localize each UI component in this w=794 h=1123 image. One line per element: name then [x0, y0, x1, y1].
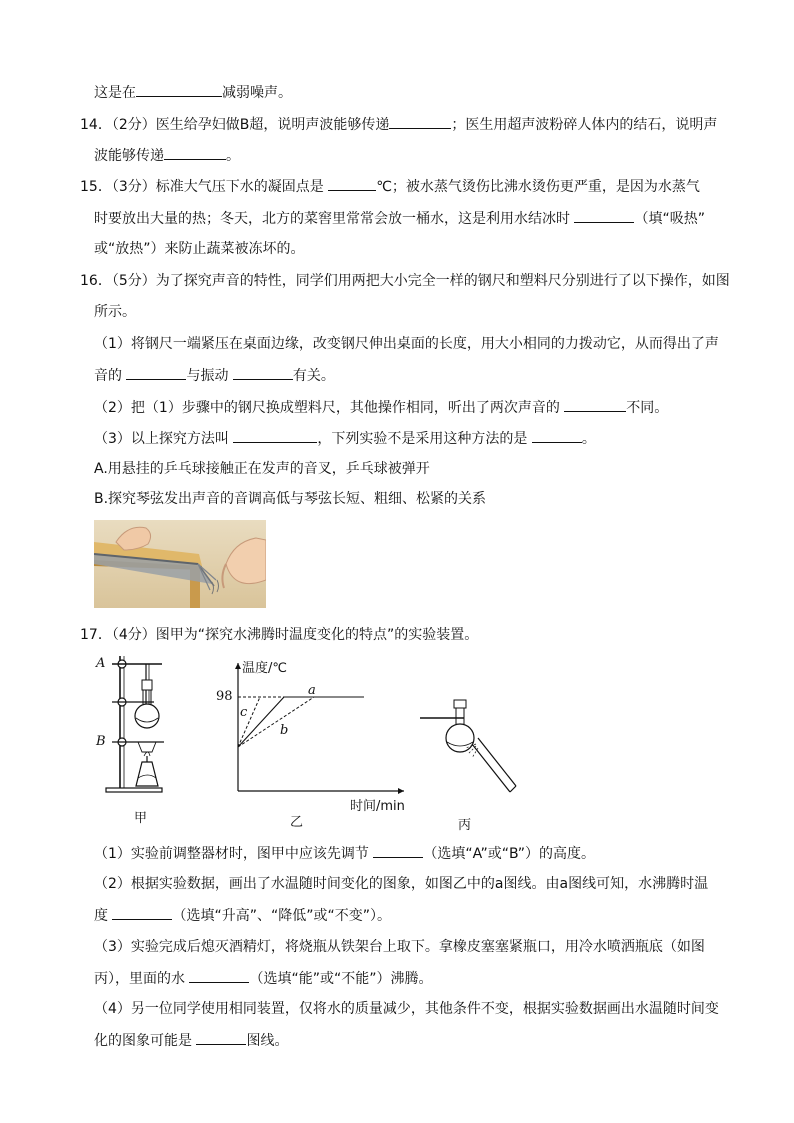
q16-text: 与振动 [186, 368, 233, 384]
q16-blank-4[interactable] [233, 428, 317, 443]
q15-line-2 [94, 208, 705, 229]
figure-bing [420, 690, 520, 832]
figure-jia [94, 652, 164, 827]
q17-text: （3）实验完成后熄灭酒精灯，将烧瓶从铁架台上取下。拿橡皮塞塞紧瓶口，用冷水喷洒瓶底（如图 [94, 939, 705, 955]
q17-sub-4a [94, 999, 719, 1019]
question-score: （2分） [111, 117, 156, 133]
q13-text: 这是在 [94, 85, 136, 101]
q17-text: 图甲为“探究水沸腾时温度变化的特点”的实验装置。 [155, 627, 479, 643]
q14-line-2 [94, 145, 240, 166]
line-c-label: c [240, 705, 248, 720]
figure-yi [214, 655, 414, 830]
label-a: A [96, 656, 106, 671]
q17-text: （4）另一位同学使用相同装置，仅将水的质量减少，其他条件不变，根据实验数据画出水温随时间变 [94, 1001, 719, 1017]
q17-sub-4b [94, 1030, 288, 1051]
q17-text: 丙），里面的水 [94, 971, 190, 987]
q16-line-3 [94, 334, 719, 354]
q16-option-b [94, 489, 486, 509]
q17-blank-3[interactable] [189, 968, 249, 983]
q16-text: 。 [581, 431, 596, 447]
q17-text: （选填“升高”、“降低”或“不变”）。 [172, 908, 391, 924]
q17-blank-2[interactable] [112, 905, 172, 920]
q16-blank-2[interactable] [233, 365, 293, 380]
q17-text: （2）根据实验数据，画出了水温随时间变化的图象，如图乙中的a图线。由a图线可知，水沸腾时温 [94, 876, 709, 892]
q15-text: （填“吸热” [634, 211, 705, 227]
q16-line-4 [94, 365, 335, 386]
q16-blank-3[interactable] [564, 397, 626, 412]
caption-bing: 丙 [458, 818, 472, 833]
q16-option-a [94, 459, 430, 479]
q15-text: ℃；被水蒸气烫伤比沸水烫伤更严重，是因为水蒸气 [376, 179, 700, 195]
question-number: 15． [80, 179, 112, 195]
q17-text: 度 [94, 908, 113, 924]
label-b: B [96, 734, 106, 749]
q16-blank-5[interactable] [532, 428, 582, 443]
q14-line-1 [80, 114, 717, 135]
q16-option-b-text: B.探究琴弦发出声音的音调高低与琴弦长短、粗细、松紧的关系 [94, 491, 487, 507]
q17-text: （选填“能”或“不能”）沸腾。 [249, 971, 433, 987]
q13-text-end: 减弱噪声。 [222, 85, 292, 101]
q16-line-1 [80, 271, 730, 291]
q16-text: （3）以上探究方法叫 [94, 431, 234, 447]
question-score: （5分） [111, 273, 156, 289]
q14-text: 。 [226, 148, 240, 164]
caption-yi: 乙 [290, 815, 304, 830]
q17-blank-1[interactable] [373, 843, 423, 858]
ruler-experiment-photo [94, 520, 266, 608]
q16-text: 不同。 [626, 400, 669, 416]
q16-text: 有关。 [292, 368, 335, 384]
x-axis-label: 时间/min [350, 799, 405, 814]
q16-line-6 [94, 428, 596, 449]
q16-option-a-text: A.用悬挂的乒乓球接触正在发声的音叉，乒乓球被弹开 [94, 461, 430, 477]
q14-blank-1[interactable] [389, 114, 451, 129]
q16-text: 所示。 [94, 304, 136, 320]
tick-label-98: 98 [216, 689, 233, 704]
q16-line-2 [94, 302, 136, 322]
question-score: （4分） [111, 627, 156, 643]
question-number: 14． [80, 117, 112, 133]
flask-spray-diagram [420, 690, 520, 800]
q14-blank-2[interactable] [164, 145, 226, 160]
q14-text: 波能够传递 [94, 148, 164, 164]
q16-blank-1[interactable] [126, 365, 186, 380]
q17-sub-2b [94, 905, 391, 926]
q15-text: 标准大气压下水的凝固点是 [155, 179, 329, 195]
q16-text: ，下列实验不是采用这种方法的是 [317, 431, 532, 447]
q14-text: 医生给孕妇做B超，说明声波能够传递 [155, 117, 390, 133]
q15-text: 时要放出大量的热；冬天，北方的菜窖里常常会放一桶水，这是利用水结冰时 [94, 211, 575, 227]
boiling-apparatus-diagram [104, 652, 164, 794]
q15-line-3 [94, 239, 305, 259]
q17-text: 图线。 [246, 1033, 289, 1049]
q17-text: （选填“A”或“B”）的高度。 [423, 846, 596, 862]
q16-line-5 [94, 397, 668, 418]
q17-sub-1 [94, 843, 595, 864]
question-number: 16． [80, 273, 112, 289]
q15-text: 或“放热”）来防止蔬菜被冻坏的。 [94, 241, 305, 257]
q15-blank-2[interactable] [574, 208, 634, 223]
q15-line-1 [80, 176, 700, 197]
q17-sub-3a [94, 937, 705, 957]
q17-sub-3b [94, 968, 432, 989]
q17-text: 化的图象可能是 [94, 1033, 197, 1049]
q17-text: （1）实验前调整器材时，图甲中应该先调节 [94, 846, 374, 862]
question-score: （3分） [111, 179, 156, 195]
q17-blank-4[interactable] [196, 1030, 246, 1045]
q16-text: （1）将钢尺一端紧压在桌面边缘，改变钢尺伸出桌面的长度，用大小相同的力拨动它，从而得出了声 [94, 336, 719, 352]
caption-jia: 甲 [134, 811, 148, 826]
q15-blank-1[interactable] [328, 176, 376, 191]
q16-text: 音的 [94, 368, 127, 384]
q17-line-1 [80, 625, 478, 645]
q13-line [94, 82, 292, 103]
question-number: 17． [80, 627, 112, 643]
line-a-label: a [308, 683, 316, 698]
q16-text: 为了探究声音的特性，同学们用两把大小完全一样的钢尺和塑料尺分别进行了以下操作，如图 [155, 273, 730, 289]
q14-text: ；医生用超声波粉碎人体内的结石，说明声 [451, 117, 718, 133]
q16-text: （2）把（1）步骤中的钢尺换成塑料尺，其他操作相同，听出了两次声音的 [94, 400, 565, 416]
temperature-time-graph [214, 655, 414, 805]
q17-sub-2a [94, 874, 708, 894]
q13-blank[interactable] [136, 82, 222, 97]
y-axis-label: 温度/℃ [242, 661, 287, 676]
line-b-label: b [280, 723, 289, 738]
